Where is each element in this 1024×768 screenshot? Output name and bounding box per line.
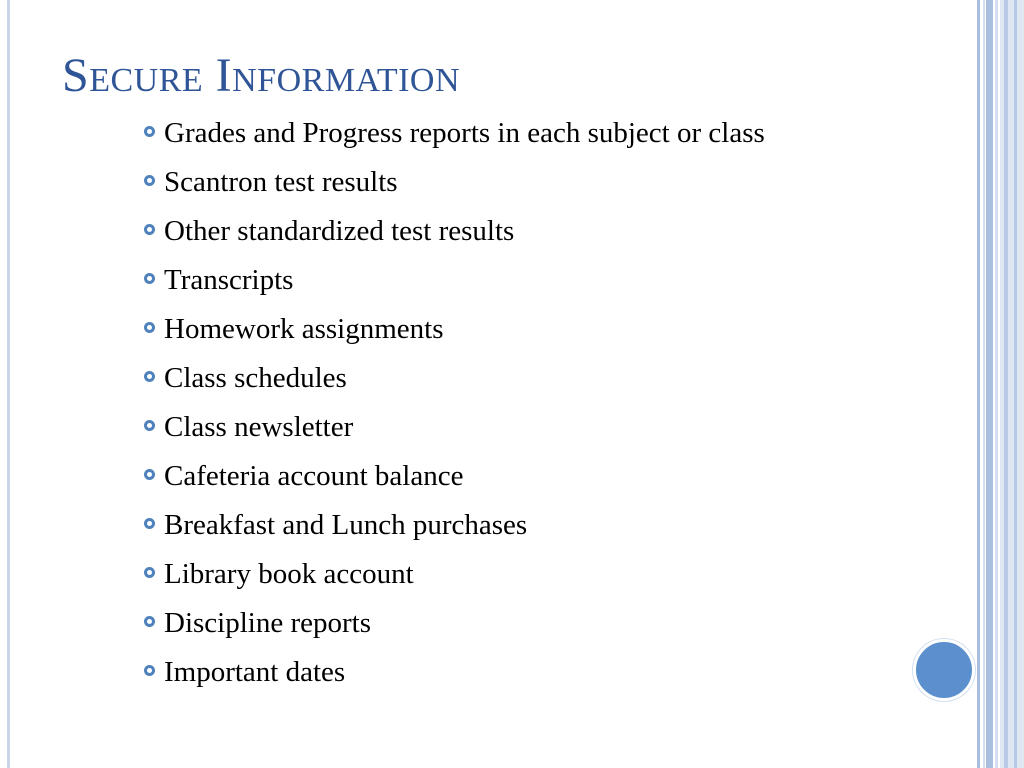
bullet-list	[143, 113, 883, 701]
ring-bullet-icon	[144, 224, 155, 235]
bullet-text: Transcripts	[164, 264, 294, 296]
bullet-item	[143, 162, 883, 202]
bullet-text: Grades and Progress reports in each subject or class	[164, 117, 765, 149]
bullet-item	[143, 309, 883, 349]
ring-bullet-icon	[144, 273, 155, 284]
decorative-circle	[913, 639, 975, 701]
bullet-text: Discipline reports	[164, 607, 371, 639]
decorative-stripe	[995, 0, 998, 768]
slide-left-border	[7, 0, 10, 768]
bullet-text: Other standardized test results	[164, 215, 515, 247]
bullet-text: Important dates	[164, 656, 346, 688]
bullet-item	[143, 113, 883, 153]
slide-title: Secure Information	[62, 49, 461, 102]
ring-bullet-icon	[144, 616, 155, 627]
bullet-item	[143, 407, 883, 447]
bullet-text: Homework assignments	[164, 313, 444, 345]
ring-bullet-icon	[144, 175, 155, 186]
decorative-stripe	[1004, 0, 1008, 768]
ring-bullet-icon	[144, 567, 155, 578]
ring-bullet-icon	[144, 371, 155, 382]
bullet-text: Class newsletter	[164, 411, 354, 443]
bullet-item	[143, 505, 883, 545]
bullet-item	[143, 603, 883, 643]
ring-bullet-icon	[144, 420, 155, 431]
bullet-item	[143, 260, 883, 300]
decorative-stripe	[983, 0, 985, 768]
bullet-item	[143, 652, 883, 692]
decorative-stripe	[986, 0, 993, 768]
decorative-stripe	[1014, 0, 1017, 768]
bullet-item	[143, 211, 883, 251]
decorative-stripe	[977, 0, 980, 768]
ring-bullet-icon	[144, 126, 155, 137]
bullet-text: Class schedules	[164, 362, 347, 394]
bullet-item	[143, 554, 883, 594]
bullet-text: Scantron test results	[164, 166, 398, 198]
bullet-text: Library book account	[164, 558, 414, 590]
bullet-item	[143, 358, 883, 398]
ring-bullet-icon	[144, 518, 155, 529]
bullet-text: Cafeteria account balance	[164, 460, 464, 492]
bullet-item	[143, 456, 883, 496]
ring-bullet-icon	[144, 665, 155, 676]
ring-bullet-icon	[144, 469, 155, 480]
ring-bullet-icon	[144, 322, 155, 333]
bullet-text: Breakfast and Lunch purchases	[164, 509, 528, 541]
